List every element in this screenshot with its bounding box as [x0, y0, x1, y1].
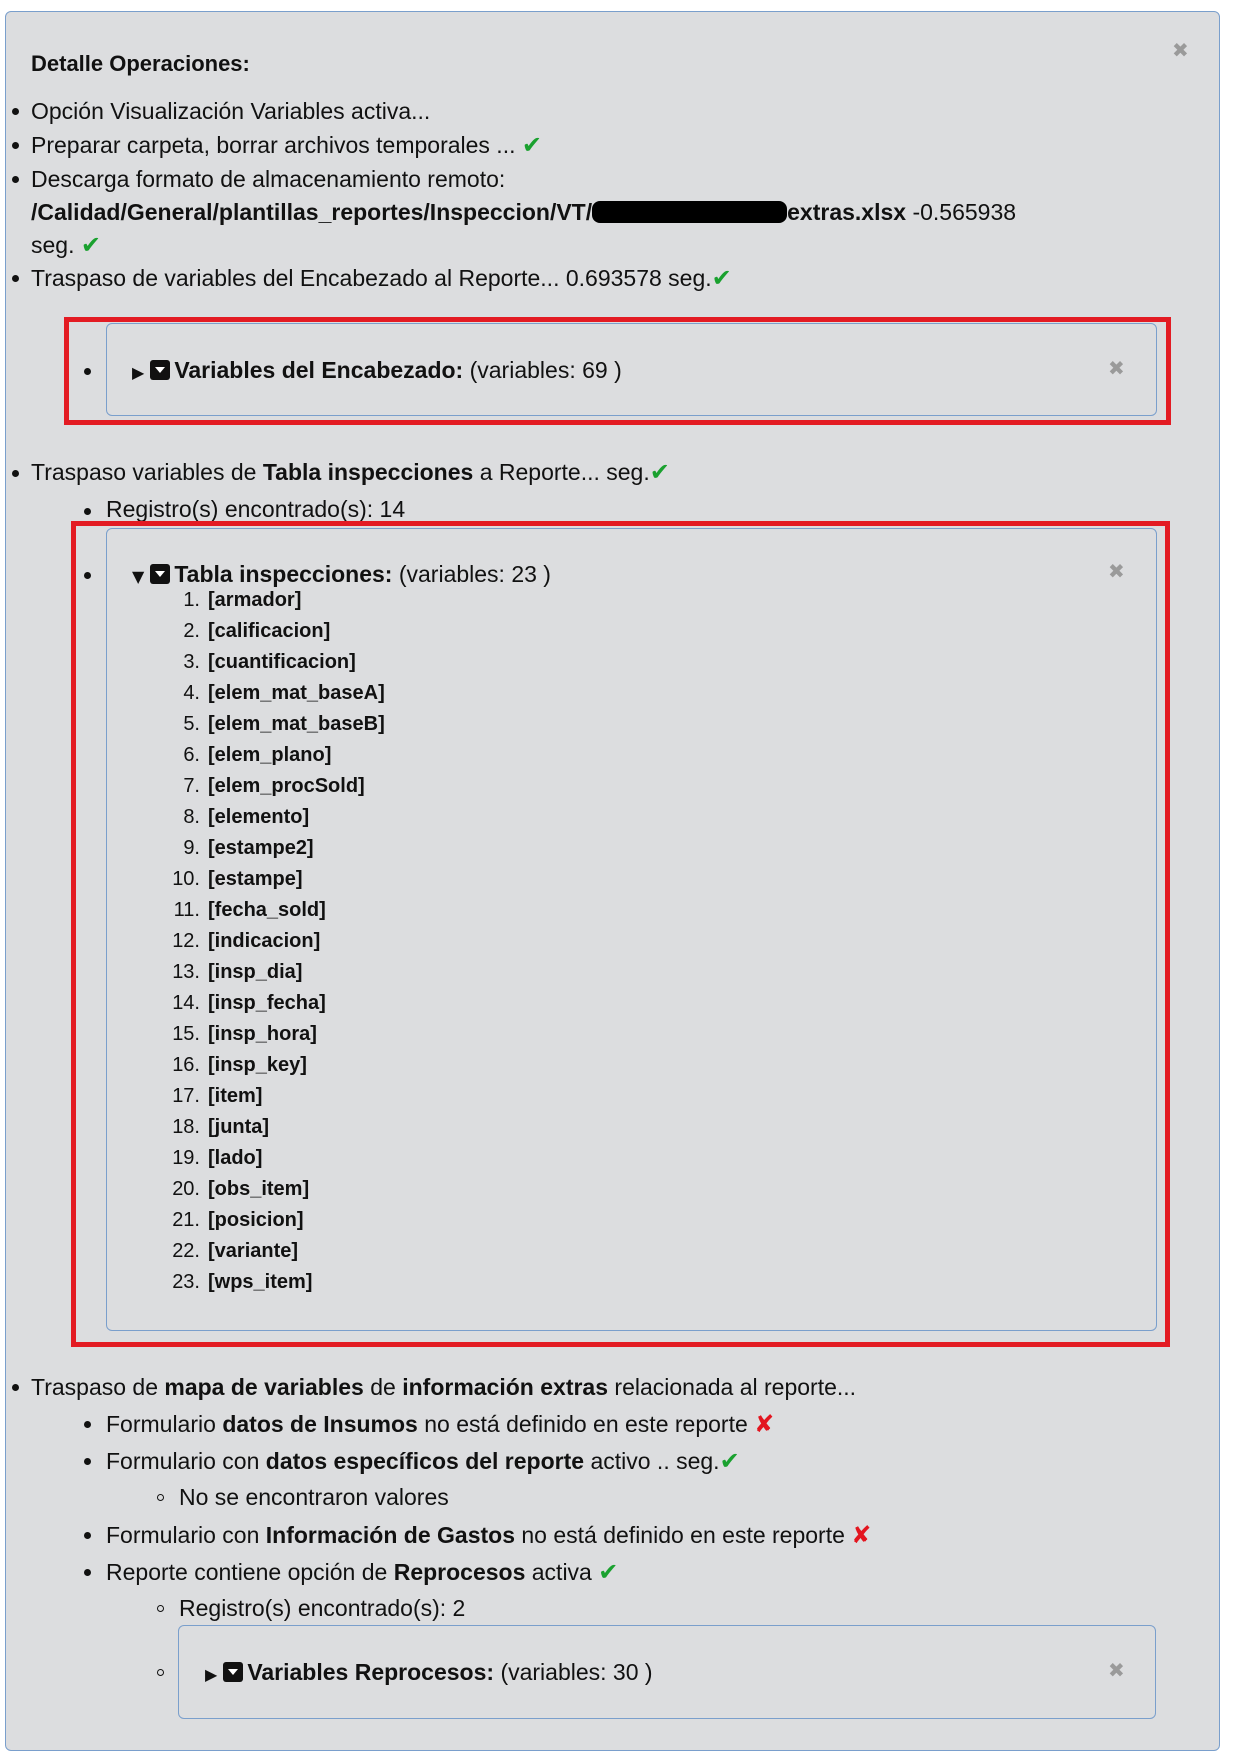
bullet [84, 1532, 91, 1539]
reprocesos-summary[interactable]: ▶ Variables Reprocesos: (variables: 30 ) [205, 1659, 653, 1685]
check-icon: ✔ [719, 1447, 740, 1475]
variable-index: 2. [183, 620, 200, 642]
check-icon: ✔ [521, 131, 542, 159]
bullet [84, 1421, 91, 1428]
variable-index: 14. [172, 992, 200, 1014]
check-icon: ✔ [598, 1558, 619, 1586]
variable-name: [elem_mat_baseB] [208, 713, 385, 735]
reprocesos-close-icon[interactable]: ✖ [1108, 1658, 1125, 1682]
op-gastos: Formulario con Información de Gastos no está definido en este reporte ✘ [106, 1521, 872, 1549]
variable-index: 12. [172, 930, 200, 952]
variable-name: [insp_hora] [208, 1023, 317, 1045]
collapse-triangle-icon[interactable]: ▼ [132, 567, 145, 586]
variable-index: 19. [172, 1147, 200, 1169]
variable-name: [insp_key] [208, 1054, 307, 1076]
error-x-icon: ✘ [851, 1521, 872, 1549]
op-mapa-variables: Traspaso de mapa de variables de información extras relacionada al reporte... [31, 1374, 857, 1400]
highlight-box [71, 521, 1170, 1347]
bullet-hollow [157, 1669, 164, 1676]
variable-index: 15. [172, 1023, 200, 1045]
check-icon: ✔ [711, 264, 732, 292]
op-insumos: Formulario datos de Insumos no está definido en este reporte ✘ [106, 1410, 775, 1438]
op-preparar: Preparar carpeta, borrar archivos temporales ... ✔ [31, 131, 542, 159]
variable-name: [variante] [208, 1240, 299, 1262]
redacted-filename [592, 201, 787, 223]
op-descarga: Descarga formato de almacenamiento remoto: [31, 166, 506, 192]
panel-title: Detalle Operaciones: [31, 51, 250, 76]
no-valores: No se encontraron valores [179, 1484, 449, 1510]
bullet [12, 470, 19, 477]
bullet-hollow [157, 1605, 164, 1612]
registros-encontrados-2: Registro(s) encontrado(s): 2 [179, 1595, 466, 1621]
variable-index: 20. [172, 1178, 200, 1200]
variable-name: [junta] [208, 1116, 270, 1138]
variable-name: [elem_mat_baseA] [208, 682, 385, 704]
check-icon: ✔ [80, 231, 101, 259]
op-visualizacion: Opción Visualización Variables activa... [31, 98, 431, 124]
variable-name: [obs_item] [208, 1178, 310, 1200]
error-x-icon: ✘ [754, 1410, 775, 1438]
variable-index: 18. [172, 1116, 200, 1138]
op-descarga-seg: seg. ✔ [31, 231, 101, 259]
bullet [84, 1458, 91, 1465]
bullet [12, 176, 19, 183]
op-especificos: Formulario con datos específicos del reporte activo .. seg.✔ [106, 1447, 740, 1475]
dropdown-square-icon [223, 1662, 243, 1682]
variable-name: [insp_fecha] [208, 992, 326, 1014]
variable-index: 8. [183, 806, 200, 828]
bullet [12, 108, 19, 115]
expand-triangle-icon[interactable]: ▶ [205, 1665, 218, 1684]
variable-name: [armador] [208, 589, 302, 611]
tabla-close-icon[interactable]: ✖ [1108, 559, 1125, 583]
variable-index: 17. [172, 1085, 200, 1107]
bullet [84, 1569, 91, 1576]
variable-index: 6. [183, 744, 200, 766]
variable-name: [elemento] [208, 806, 310, 828]
op-reprocesos: Reporte contiene opción de Reprocesos activa ✔ [106, 1558, 619, 1586]
variable-name: [elem_plano] [208, 744, 332, 766]
registros-encontrados: Registro(s) encontrado(s): 14 [106, 496, 406, 522]
variable-name: [estampe] [208, 868, 303, 890]
bullet-hollow [157, 1494, 164, 1501]
variable-name: [posicion] [208, 1209, 304, 1231]
variable-index: 3. [183, 651, 200, 673]
tabla-summary[interactable]: ▼ Tabla inspecciones: (variables: 23 ) [132, 561, 551, 587]
variable-index: 4. [183, 682, 200, 704]
variable-name: [cuantificacion] [208, 651, 356, 673]
op-traspaso-tabla: Traspaso variables de Tabla inspecciones a Reporte... seg.✔ [31, 458, 670, 486]
bullet [12, 142, 19, 149]
op-traspaso-encabezado: Traspaso de variables del Encabezado al Reporte... 0.693578 seg.✔ [31, 264, 732, 292]
variable-index: 5. [183, 713, 200, 735]
variable-index: 10. [172, 868, 200, 890]
variable-name: [calificacion] [208, 620, 331, 642]
variable-name: [item] [208, 1085, 263, 1107]
variable-index: 22. [172, 1240, 200, 1262]
variable-index: 13. [172, 961, 200, 983]
variable-index: 16. [172, 1054, 200, 1076]
bullet [12, 275, 19, 282]
encabezado-close-icon[interactable]: ✖ [1108, 356, 1125, 380]
variable-index: 7. [183, 775, 200, 797]
highlight-box [64, 317, 1171, 425]
bullet [84, 508, 91, 515]
variable-index: 23. [172, 1271, 200, 1293]
variable-index: 9. [183, 837, 200, 859]
panel-close-icon[interactable]: ✖ [1172, 38, 1189, 62]
variable-name: [elem_procSold] [208, 775, 365, 797]
encabezado-summary[interactable]: ▶ Variables del Encabezado: (variables: 69 ) [132, 357, 622, 383]
variable-index: 21. [172, 1209, 200, 1231]
variable-name: [insp_dia] [208, 961, 303, 983]
check-icon: ✔ [649, 458, 670, 486]
variable-name: [lado] [208, 1147, 263, 1169]
variable-name: [wps_item] [208, 1271, 313, 1293]
expand-triangle-icon[interactable]: ▶ [132, 363, 145, 382]
variable-index: 11. [173, 899, 200, 921]
variable-name: [estampe2] [208, 837, 314, 859]
bullet [12, 1384, 19, 1391]
op-descarga-path: /Calidad/General/plantillas_reportes/Inspeccion/VT/ extras.xlsx -0.565938 [31, 199, 1017, 225]
variable-name: [indicacion] [208, 930, 321, 952]
variable-index: 1. [183, 589, 200, 611]
variable-name: [fecha_sold] [208, 899, 326, 921]
